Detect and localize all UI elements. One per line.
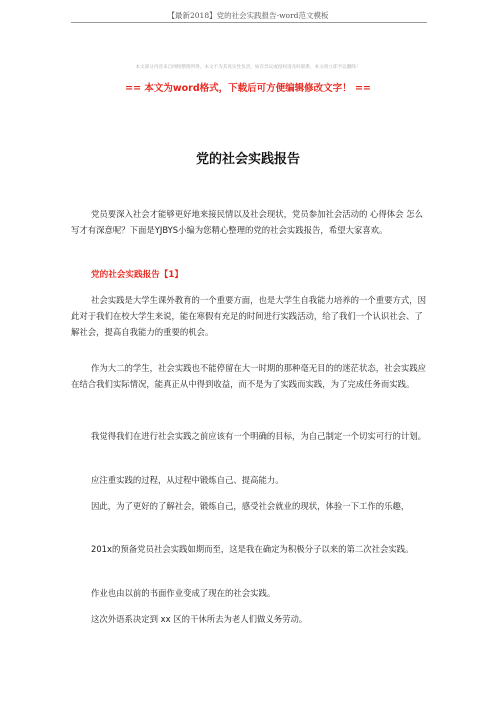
page-header-title: 【最新2018】党的社会实践报告-word范文模板 — [167, 11, 329, 20]
header-divider — [71, 22, 427, 23]
document-title: 党的社会实践报告 — [195, 152, 300, 167]
body-paragraph: 我觉得我们在进行社会实践之前应该有一个明确的目标，为自己制定一个切实可行的计划。 — [91, 431, 426, 441]
word-format-banner: == 本文为word格式，下载后可方便编辑修改文字！ == — [125, 83, 371, 94]
body-paragraph: 这次外语系决定到 xx 区的干休所去为老人们做义务劳动。 — [91, 614, 308, 624]
intro-paragraph: 党员要深入社会才能够更好地来接民情以及社会现状，党员参加社会活动的 心得体会 怎么写才有深意呢？下面是YJBYS小编为您精心整理的党的社会实践报告，希望大家喜欢。 — [71, 209, 423, 235]
body-paragraph: 作为大二的学生，社会实践也不能停留在大一时期的那种毫无目的的迷茫状态，社会实践应在结合我们实际情况，能真正从中得到收益，而不是为了实践而实践，为了完成任务而实践。 — [71, 363, 426, 389]
body-paragraph: 因此，为了更好的了解社会，锻炼自己，感受社会就业的现状，体验一下工作的乐趣， — [91, 501, 410, 511]
disclaimer-text: 本文部分内容来自网络整理所得，本文不为其真实性负责，如有异议或侵权请及时联系，本文将立即予以删除！ — [135, 65, 361, 70]
body-paragraph: 作业也由以前的书面作业变成了现在的社会实践。 — [91, 588, 276, 598]
section-heading: 党的社会实践报告【1】 — [91, 270, 183, 280]
body-paragraph: 201x的预备党员社会实践如期而至，这是我在确定为积极分子以来的第二次社会实践。 — [91, 544, 414, 554]
body-paragraph: 应注重实践的过程，从过程中锻炼自己、提高能力。 — [91, 475, 284, 485]
body-paragraph: 社会实践是大学生课外教育的一个重要方面，也是大学生自我能力培养的一个重要方式，因此对于我们在校大学生来说，能在寒假有充足的时间进行实践活动，给了我们一个认识社会、了解社会，提高自我能力的重要的机会。 — [71, 295, 426, 337]
